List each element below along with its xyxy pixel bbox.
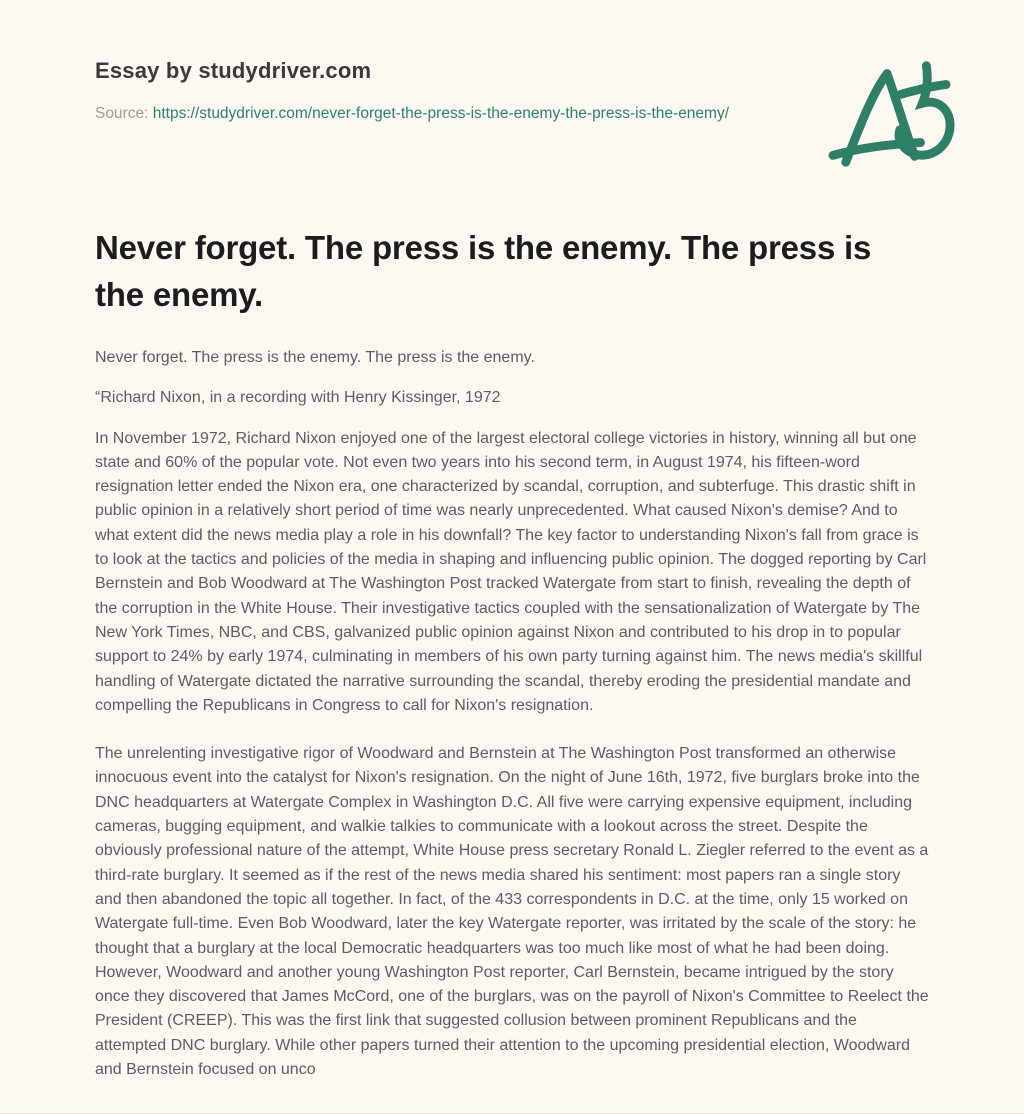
source-line [95, 100, 750, 128]
source-label: Source: [95, 105, 149, 122]
article-body [95, 346, 929, 1082]
paragraph-2: The unrelenting investigative rigor of Woodward and Bernstein at The Washington Post transformed an otherwise innocuous event into the catalyst for Nixon's resignation. On the night of June 16th, 1972, five burglars broke into the DNC headquarters at Watergate Complex in Washington D.C. All five were carrying expensive equipment, including cameras, bugging equipment, and walkie talkies to communicate with a lookout across the street. Despite the obviously professional nature of the attempt, White House press secretary Ronald L. Ziegler referred to the event as a third-rate burglary. It seemed as if the rest of the news media shared his sentiment: most papers ran a single story and then abandoned the topic all together. In fact, of the 433 correspondents in D.C. at the time, only 15 worked on Watergate full-time. Even Bob Woodward, later the key Watergate reporter, was irritated by the scale of the story: he thought that a burglary at the local Democratic headquarters was too much like most of what he had been doing. However, Woodward and another young Washington Post reporter, Carl Bernstein, became intrigued by the story once they discovered that James McCord, one of the burglars, was on the payroll of Nixon's Committee to Reelect the President (CREEP). This was the first link that suggested collusion between prominent Republicans and the attempted DNC burglary. While other papers turned their attention to the upcoming presidential election, Woodward and Bernstein focused on unco [95, 745, 929, 1079]
page-title: Essay by studydriver.com [95, 58, 372, 83]
quote-attribution: “Richard Nixon, in a recording with Henry Kissinger, 1972 [95, 389, 501, 407]
source-link[interactable]: https://studydriver.com/never-forget-the-press-is-the-enemy-the-press-is-the-enemy/ [152, 105, 730, 122]
paragraph-1: In November 1972, Richard Nixon enjoyed one of the largest electoral college victories in history, winning all but one state and 60% of the popular vote. Not even two years into his second term, in August 1974, his fifteen-word resignation letter ended the Nixon era, one characterized by scandal, corruption, and subterfuge. This drastic shift in public opinion in a relatively short period of time was nearly unprecedented. What caused Nixon's demise? And to what extent did the news media play a role in his downfall? The key factor to understanding Nixon's fall from grace is to look at the tactics and policies of the media in shaping and influencing public opinion. The dogged reporting by Carl Bernstein and Bob Woodward at The Washington Post tracked Watergate from start to finish, revealing the depth of the corruption in the White House. Their investigative tactics coupled with the sensationalization of Watergate by The New York Times, NBC, and CBS, galvanized public opinion against Nixon and contributed to his drop in to popular support to 24% by early 1974, culminating in members of his own party turning against him. The news media's skillful handling of Watergate dictated the narrative surrounding the scandal, thereby eroding the presidential mandate and compelling the Republicans in Congress to call for Nixon's resignation. [95, 429, 927, 714]
article-title: Never forget. The press is the enemy. The press is the enemy. [95, 229, 872, 313]
studydriver-a-plus-logo-icon [825, 54, 957, 176]
epigraph-line: Never forget. The press is the enemy. The press is the enemy. [95, 349, 535, 366]
document-header [95, 58, 929, 128]
